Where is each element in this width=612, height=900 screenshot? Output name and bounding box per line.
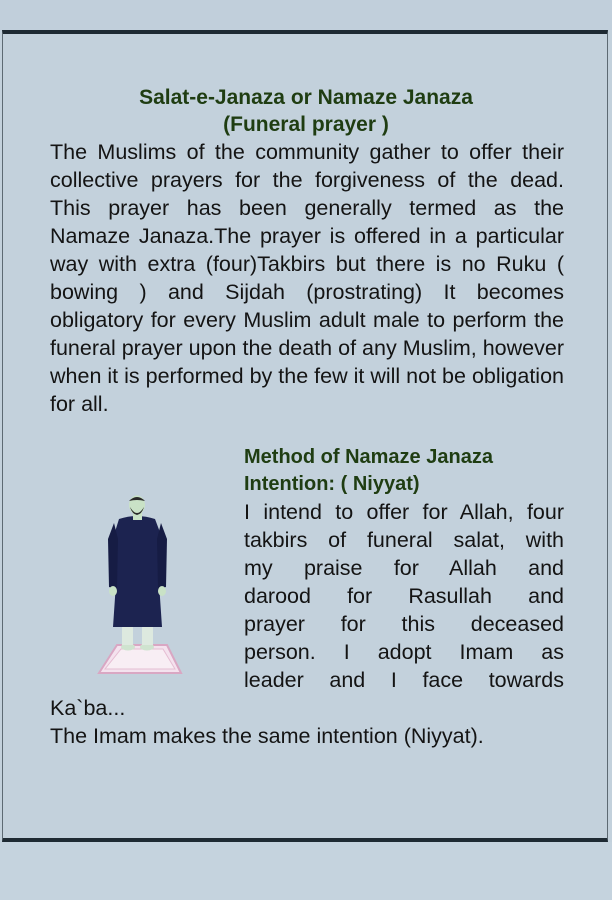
imam-note: The Imam makes the same intention (Niyyat). <box>50 724 484 748</box>
intention-end: Ka`ba... <box>50 696 126 720</box>
intention-line: leader and I face towards <box>244 668 564 692</box>
intention-line: person. I adopt Imam as <box>244 640 564 664</box>
intention-line: I intend to offer for Allah, four <box>244 500 564 524</box>
method-heading <box>244 444 574 498</box>
intention-line: takbirs of funeral salat, with <box>244 528 564 552</box>
intro-paragraph: The Muslims of the community gather to offer their collective prayers for the forgiveness of the dead. This prayer has been generally termed as the Namaze Janaza.The prayer is offered in a particular way with extra (four)Takbirs but there is no Ruku ( bowing ) and Sijdah (prostrating) It becomes obligatory for every Muslim adult male to perform the funeral prayer upon the death of any Muslim, however when it is performed by the few it will not be obligation for all. <box>50 140 564 416</box>
method-title: Method of Namaze Janaza <box>244 446 493 468</box>
intention-subheading: Intention: ( Niyyat) <box>244 473 420 495</box>
intention-text <box>244 498 564 694</box>
intention-line: my praise for Allah and <box>244 556 564 580</box>
standing-person-on-prayer-mat-icon <box>95 495 185 680</box>
top-bar <box>0 0 612 30</box>
title-line-2: (Funeral prayer ) <box>223 113 389 136</box>
page-title <box>0 84 612 138</box>
intention-line: darood for Rasullah and <box>244 584 564 608</box>
intention-line: prayer for this deceased <box>244 612 564 636</box>
intention-continuation <box>50 694 580 750</box>
bottom-bar <box>0 842 612 900</box>
title-line-1: Salat-e-Janaza or Namaze Janaza <box>139 86 473 109</box>
